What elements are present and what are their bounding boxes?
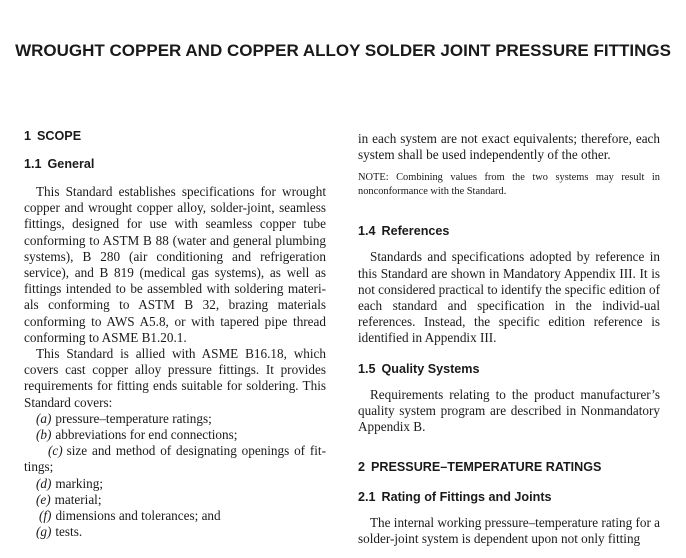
subsection-number: 1.1 — [24, 157, 42, 171]
list-item: (f) dimensions and tolerances; and — [39, 508, 221, 524]
scope-paragraph-2: This Standard is allied with ASME B16.18, which covers cast copper alloy pressure fittings. It provides requirements for fitting ends suitable for soldering. This Standard covers: — [24, 346, 326, 410]
rating-paragraph: The internal working pressure–temperature rating for a solder-joint system is dependent upon not only fitting — [358, 515, 661, 547]
note: NOTE: Combining values from the two systems may result in nonconformance with the Standard. — [358, 172, 660, 198]
section-1-heading — [24, 128, 326, 144]
coverage-list — [24, 411, 326, 541]
section-title: SCOPE — [37, 129, 82, 143]
list-item: (g) tests. — [36, 524, 83, 540]
continued-paragraph: in each system are not exact equivalents; therefore, each system shall be used independently of the other. — [358, 131, 660, 163]
list-item: (b) abbreviations for end connections; — [36, 427, 238, 443]
subsection-title: General — [47, 157, 95, 171]
document-title: WROUGHT COPPER AND COPPER ALLOY SOLDER JOINT PRESSURE FITTINGS — [15, 41, 671, 60]
subsection-1-1-heading — [24, 156, 326, 172]
subsection-1-5-heading: 1.5 Quality Systems — [358, 361, 480, 376]
list-item: (c) size and method of designating openings of fit-tings; — [24, 443, 326, 475]
section-number: 1 — [24, 129, 32, 143]
left-column — [24, 128, 326, 540]
section-2-heading: 2 PRESSURE–TEMPERATURE RATINGS — [358, 460, 602, 475]
list-item: (e) material; — [36, 491, 102, 507]
subsection-2-1-heading: 2.1 Rating of Fittings and Joints — [358, 490, 552, 505]
list-item: (d) marking; — [36, 475, 104, 491]
scope-paragraph-1: This Standard establishes specifications for wrought copper and wrought copper alloy, solder-joint, seamless fittings, designed for use with seamless copper tube conforming to ASTM B 88 (water and general plumbing systems), B 280 (air conditioning and refrigeration service), and B 819 (medical gas systems), as well as fittings intended to be assembled with soldering materi-als conforming to ASTM B 32, brazing materials conforming to AWS A5.8, or with tapered pipe thread conforming to ASME B1.20.1. — [24, 184, 326, 345]
quality-paragraph: Requirements relating to the product manufacturer’s quality system program are described in Nonmandatory Appendix B. — [358, 386, 660, 435]
references-paragraph: Standards and specifications adopted by reference in this Standard are shown in Mandatory Appendix III. It is not considered practical to identify the specific edition of each standard and specification in the individ-ual references. Instead, the specific edition reference is identified in Appendix III. — [358, 249, 660, 346]
right-column — [358, 131, 660, 548]
list-item: (a) pressure–temperature ratings; — [36, 410, 212, 426]
subsection-1-4-heading: 1.4 References — [358, 224, 450, 239]
